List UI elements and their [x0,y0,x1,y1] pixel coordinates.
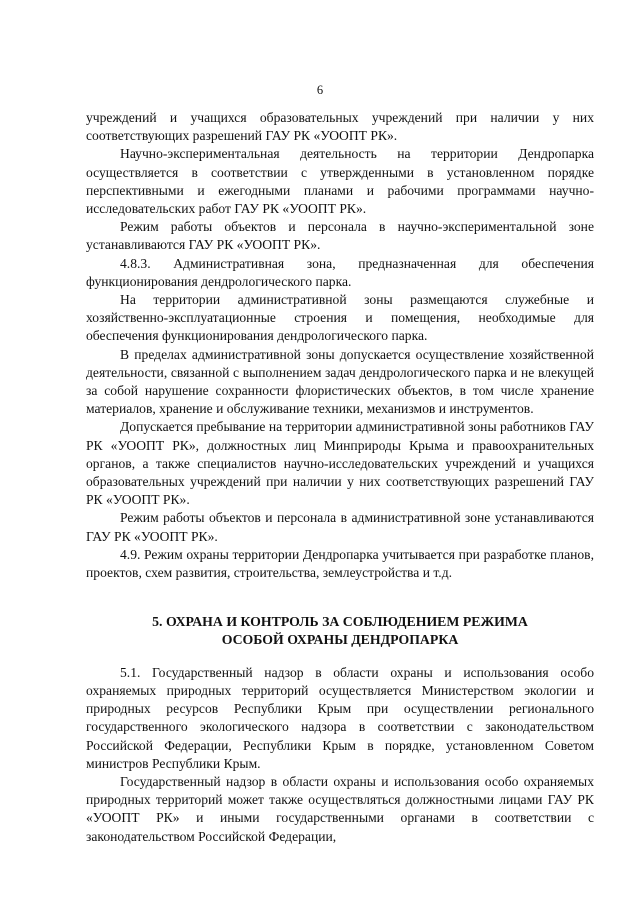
paragraph: 4.9. Режим охраны территории Дендропарка учитывается при разработке планов, проектов, схем развития, строительства, землеустройства и т.д. [86,546,594,581]
paragraphs-after [86,664,594,846]
paragraph: В пределах административной зоны допускается осуществление хозяйственной деятельности, связанной с выполнением задач дендрологического парка и не влекущей за собой нарушение сохранности флористических объектов, в том числе хранение материалов, хранение и обслуживание техники, механизмов и инструментов. [86,346,594,417]
section-heading-line-2: ОСОБОЙ ОХРАНЫ ДЕНДРОПАРКА [221,632,459,648]
paragraph: Режим работы объектов и персонала в административной зоне устанавливаются ГАУ РК «УООПТ РК». [86,510,594,544]
paragraph: Режим работы объектов и персонала в научно-экспериментальной зоне устанавливаются ГАУ РК «УООПТ РК». [86,219,594,253]
paragraph: На территории административной зоны размещаются служебные и хозяйственно-эксплуатационные строения и помещения, необходимые для обеспечения функционирования дендрологического парка. [86,292,594,344]
paragraphs-before [86,109,594,582]
page-number: 6 [316,83,324,97]
paragraph: 4.8.3. Административная зона, предназначенная для обеспечения функционирования дендрологического парка. [86,255,594,289]
paragraph: 5.1. Государственный надзор в области охраны и использования особо охраняемых природных территорий осуществляется Министерством экологии и природных ресурсов Республики Крым при осуществлении регионального государственного экологического надзора в соответствии с законодательством Российской Федерации, Республики Крым в порядке, установленном Советом министров Республики Крым. [86,664,594,771]
paragraph: учреждений и учащихся образовательных учреждений при наличии у них соответствующих разрешений ГАУ РК «УООПТ РК». [86,110,594,144]
paragraph: Допускается пребывание на территории административной зоны работников ГАУ РК «УООПТ РК», должностных лиц Минприроды Крыма и правоохранительных органов, а также специалистов научно-исследовательских учреждений и учащихся образовательных учреждений при наличии у них соответствующих разрешений ГАУ РК «УООПТ РК». [86,419,594,508]
paragraph: Государственный надзор в области охраны и использования особо охраняемых природных территорий может также осуществляться должностными лицами ГАУ РК «УООПТ РК» и иными государственными органами в соответствии с законодательством Российской Федерации, [86,773,594,844]
section-heading [86,613,594,649]
paragraph: Научно-экспериментальная деятельность на территории Дендропарка осуществляется в соответствии с утвержденными в установленном порядке перспективными и ежегодными планами и рабочими программами научно-исследовательских работ ГАУ РК «УООПТ РК». [86,146,594,217]
document-body [86,109,594,846]
section-heading-line-1: 5. ОХРАНА И КОНТРОЛЬ ЗА СОБЛЮДЕНИЕМ РЕЖИМА [152,614,528,630]
